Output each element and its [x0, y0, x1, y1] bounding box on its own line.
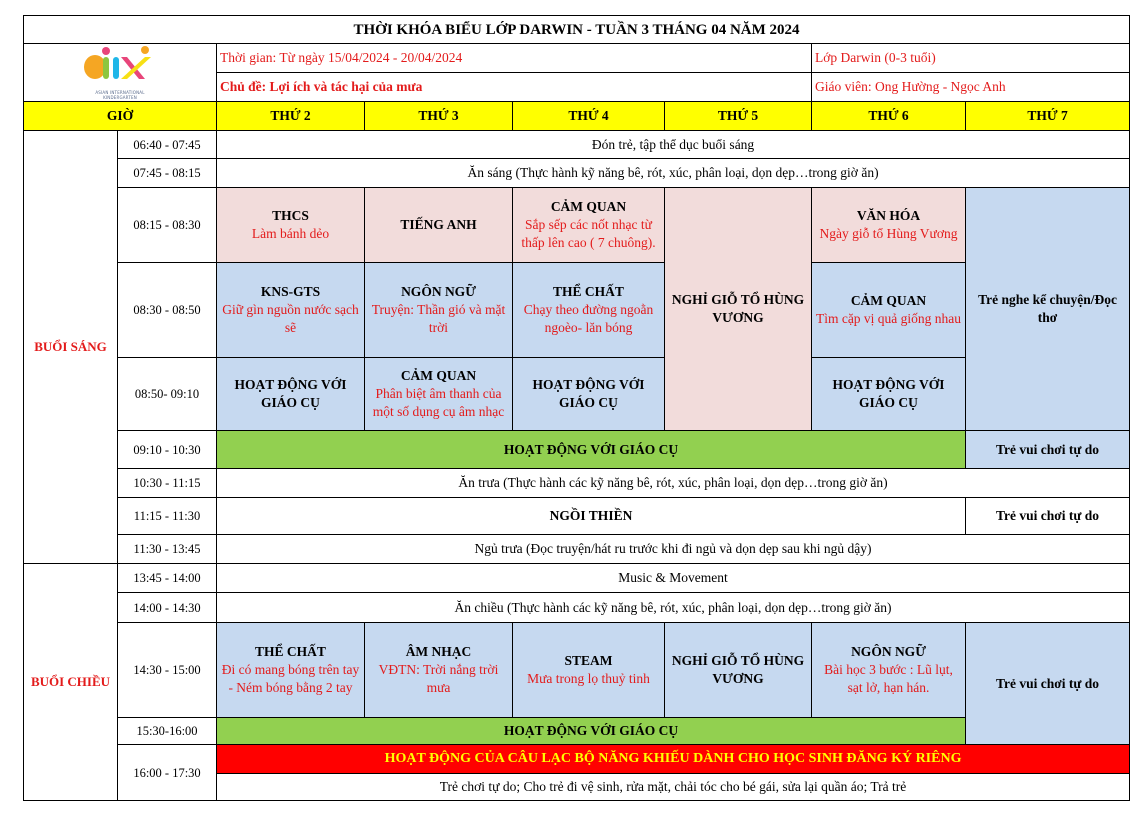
- time-slot: 07:45 - 08:15: [118, 159, 217, 188]
- time-slot: 14:30 - 15:00: [118, 623, 217, 718]
- time-slot: 13:45 - 14:00: [118, 564, 217, 593]
- lesson-cell: [966, 188, 1130, 431]
- holiday-title: NGHỈ GIỖ TỔ HÙNG VƯƠNG: [671, 653, 805, 686]
- lesson-detail: Mưa trong lọ thuỷ tinh: [527, 671, 650, 686]
- session-afternoon: BUỔI CHIỀU: [24, 564, 118, 801]
- activity-snack: Ăn chiều (Thực hành các kỹ năng bê, rót, xúc, phân loại, dọn dẹp…trong giờ ăn): [217, 593, 1130, 623]
- lesson-title: HOẠT ĐỘNG VỚI GIÁO CỤ: [532, 377, 645, 410]
- time-slot: 08:50- 09:10: [118, 358, 217, 431]
- lesson-detail: Đi có mang bóng trên tay - Ném bóng bằng 2 tay: [221, 662, 360, 695]
- header-day-tue: THỨ 3: [365, 102, 513, 131]
- time-slot: 09:10 - 10:30: [118, 431, 217, 469]
- free-play-cell: Trẻ vui chơi tự do: [966, 498, 1130, 535]
- header-day-sat: THỨ 7: [966, 102, 1130, 131]
- lesson-title: CẢM QUAN: [550, 199, 627, 214]
- page-title: THỜI KHÓA BIỂU LỚP DARWIN - TUẦN 3 THÁNG 04 NĂM 2024: [24, 16, 1130, 44]
- header-day-thu: THỨ 5: [665, 102, 812, 131]
- class-name: Lớp Darwin (0-3 tuổi): [812, 44, 1130, 73]
- lesson-detail: Giữ gìn nguồn nước sạch sẽ: [222, 302, 359, 335]
- lesson-title: KNS-GTS: [260, 284, 321, 299]
- aik-logo: [27, 45, 213, 100]
- logo-tagline-2: KINDERGARTEN: [103, 95, 137, 100]
- free-play-cell: Trẻ vui chơi tự do: [966, 431, 1130, 469]
- teachers: Giáo viên: Ong Hường - Ngọc Anh: [812, 73, 1130, 102]
- lesson-cell: [513, 623, 665, 718]
- lesson-detail: Truyện: Thần gió và mặt trời: [371, 302, 506, 335]
- lesson-cell: [365, 188, 513, 263]
- time-slot: 16:00 - 17:30: [118, 745, 217, 801]
- header-day-fri: THỨ 6: [812, 102, 966, 131]
- lesson-cell: [812, 188, 966, 263]
- logo-tagline-1: ASIAN INTERNATIONAL: [95, 90, 145, 95]
- lesson-title: Trẻ nghe kể chuyện/Đọc thơ: [978, 292, 1117, 325]
- lesson-cell: [217, 623, 365, 718]
- lesson-title: NGÔN NGỮ: [401, 284, 476, 299]
- lesson-detail: Sắp sếp các nốt nhạc từ thấp lên cao ( 7 chuông).: [521, 217, 656, 250]
- header-day-mon: THỨ 2: [217, 102, 365, 131]
- lesson-title: THỂ CHẤT: [553, 284, 624, 299]
- activity-materials: HOẠT ĐỘNG VỚI GIÁO CỤ: [217, 718, 966, 745]
- lesson-title: ÂM NHẠC: [405, 644, 472, 659]
- activity-music: Music & Movement: [217, 564, 1130, 593]
- lesson-cell: [812, 358, 966, 431]
- lesson-detail: Chạy theo đường ngoằn ngoèo- lăn bóng: [523, 302, 654, 335]
- lesson-cell: [365, 358, 513, 431]
- lesson-title: THCS: [272, 208, 309, 223]
- lesson-cell: [217, 358, 365, 431]
- lesson-detail: VĐTN: Trời nắng trời mưa: [378, 662, 499, 695]
- lesson-title: HOẠT ĐỘNG VỚI GIÁO CỤ: [234, 377, 347, 410]
- lesson-title: NGÔN NGỮ: [851, 644, 926, 659]
- lesson-title: VĂN HÓA: [856, 208, 921, 223]
- time-range: Thời gian: Từ ngày 15/04/2024 - 20/04/2024: [217, 44, 812, 73]
- lesson-cell: [812, 623, 966, 718]
- lesson-detail: Làm bánh dẻo: [251, 226, 330, 241]
- activity-pickup: Trẻ chơi tự do; Cho trẻ đi vệ sinh, rửa mặt, chải tóc cho bé gái, sửa lại quần áo; Trả trẻ: [217, 774, 1130, 801]
- time-slot: 06:40 - 07:45: [118, 131, 217, 159]
- activity-meditation: NGỒI THIỀN: [217, 498, 966, 535]
- lesson-cell: [365, 263, 513, 358]
- lesson-cell: [217, 263, 365, 358]
- lesson-cell: [513, 188, 665, 263]
- activity-nap: Ngủ trưa (Đọc truyện/hát ru trước khi đi ngủ và dọn dẹp sau khi ngủ dậy): [217, 535, 1130, 564]
- time-slot: 15:30-16:00: [118, 718, 217, 745]
- lesson-cell: [365, 623, 513, 718]
- time-slot: 11:30 - 13:45: [118, 535, 217, 564]
- time-slot: 14:00 - 14:30: [118, 593, 217, 623]
- lesson-title: CẢM QUAN: [400, 368, 477, 383]
- lesson-title: STEAM: [564, 653, 613, 668]
- header-day-wed: THỨ 4: [513, 102, 665, 131]
- lesson-cell: [513, 358, 665, 431]
- lesson-detail: Bài học 3 bước : Lũ lụt, sạt lở, hạn hán.: [824, 662, 953, 695]
- session-morning: BUỔI SÁNG: [24, 131, 118, 564]
- activity-reception: Đón trẻ, tập thể dục buổi sáng: [217, 131, 1130, 159]
- lesson-cell: [217, 188, 365, 263]
- logo-icon: [79, 45, 161, 85]
- activity-lunch: Ăn trưa (Thực hành các kỹ năng bê, rót, xúc, phân loại, dọn dẹp…trong giờ ăn): [217, 469, 1130, 498]
- time-slot: 10:30 - 11:15: [118, 469, 217, 498]
- timetable: [23, 15, 1130, 801]
- time-slot: 08:15 - 08:30: [118, 188, 217, 263]
- lesson-detail: Ngày giỗ tổ Hùng Vương: [819, 226, 958, 241]
- lesson-detail: Phân biệt âm thanh của một số dụng cụ âm nhạc: [372, 386, 505, 419]
- lesson-cell: [812, 263, 966, 358]
- lesson-title: CẢM QUAN: [850, 293, 927, 308]
- lesson-cell: [513, 263, 665, 358]
- activity-materials: HOẠT ĐỘNG VỚI GIÁO CỤ: [217, 431, 966, 469]
- lesson-title: TIẾNG ANH: [400, 217, 477, 232]
- lesson-title: HOẠT ĐỘNG VỚI GIÁO CỤ: [832, 377, 945, 410]
- time-slot: 08:30 - 08:50: [118, 263, 217, 358]
- activity-breakfast: Ăn sáng (Thực hành kỹ năng bê, rót, xúc, phân loại, dọn dẹp…trong giờ ăn): [217, 159, 1130, 188]
- holiday-title: NGHỈ GIỖ TỔ HÙNG VƯƠNG: [671, 292, 805, 325]
- free-play-cell: Trẻ vui chơi tự do: [966, 623, 1130, 745]
- logo-tagline: [79, 90, 161, 100]
- lesson-detail: Tìm cặp vị quả giống nhau: [815, 311, 962, 326]
- club-activity-banner: HOẠT ĐỘNG CỦA CÂU LẠC BỘ NĂNG KHIẾU DÀNH CHO HỌC SINH ĐĂNG KÝ RIÊNG: [217, 745, 1130, 774]
- holiday-cell: [665, 188, 812, 431]
- holiday-cell: [665, 623, 812, 718]
- topic: Chủ đề: Lợi ích và tác hại của mưa: [217, 73, 812, 102]
- lesson-title: THỂ CHẤT: [255, 644, 326, 659]
- time-slot: 11:15 - 11:30: [118, 498, 217, 535]
- logo: [24, 44, 217, 102]
- header-hour: GIỜ: [24, 102, 217, 131]
